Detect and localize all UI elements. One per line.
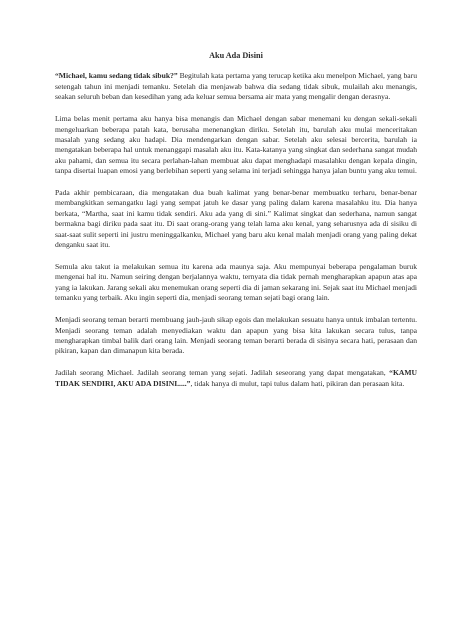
paragraph-6-text-before: Jadilah seorang Michael. Jadilah seorang teman yang sejati. Jadilah seseorang yang dapat mengatakan, [55, 368, 390, 378]
paragraph-3: Pada akhir pembicaraan, dia mengatakan dua buah kalimat yang benar-benar membuatku terharu, benar-benar membangkitkan semangatku lagi yang sempat jatuh ke dasar yang paling dalam karena masalahku itu. Dia hanya berkata, “Martha, saat ini kamu tidak sendiri. Aku ada yang di sini.” Kalimat singkat dan sederhana, namun sangat bermakna bagi diriku pada saat itu. Di saat orang-orang yang telah lama aku kenal, yang seharusnya ada di sisiku di saat-saat sulit seperti ini justru meninggalkanku, Michael yang baru aku kenal malah menjadi orang yang paling dekat denganku saat itu. [55, 188, 417, 250]
paragraph-6-text-after: , tidak hanya di mulut, tapi tulus dalam hati, pikiran dan perasaan kita. [190, 378, 405, 388]
closing-quote: “KAMU TIDAK SENDIRI, AKU ADA DISINI.....” [55, 368, 417, 388]
document-title: Aku Ada Disini [209, 51, 263, 60]
paragraph-5: Menjadi seorang teman berarti membuang jauh-jauh sikap egois dan melakukan sesuatu hanya untuk imbalan tertentu. Menjadi seorang teman adalah menyediakan waktu dan apapun yang bisa kita lakukan secara tulus, tanpa mengharapkan timbal balik dari orang lain. Menjadi seorang teman berarti berada di sisinya secara hati, perasaan dan pikiran, kapan dan dimanapun kita berada. [55, 315, 417, 356]
paragraph-1 [55, 71, 417, 102]
paragraph-4: Semula aku takut ia melakukan semua itu karena ada maunya saja. Aku mempunyai beberapa pengalaman buruk mengenai hal itu. Namun seiring dengan berjalannya waktu, ternyata dia tidak pernah mengharapkan apapun atas apa yang ia lakukan. Jarang sekali aku menemukan orang seperti dia di jaman sekarang ini. Sejak saat itu Michael menjadi temanku yang terbaik. Aku ingin seperti dia, menjadi seorang teman sejati bagi orang lain. [55, 262, 417, 303]
opening-quote: “Michael, kamu sedang tidak sibuk?” [55, 71, 178, 81]
paragraph-2: Lima belas menit pertama aku hanya bisa menangis dan Michael dengan sabar menemani ku dengan sekali-sekali mengeluarkan beberapa patah kata, berusaha menenangkan diriku. Setelah itu, barulah aku mulai menceritakan masalah yang sedang aku hadapi. Dia mendengarkan dengan sabar. Setelah aku selesai bercerita, barulah ia mengatakan beberapa hal untuk menanggapi masalah aku itu. Kata-katanya yang singkat dan sederhana sangat mudah aku pahami, dan semua itu secara perlahan-lahan membuat aku dapat menghadapi masalahku dengan kepala dingin, tanpa disertai luapan emosi yang berlebihan seperti yang selama ini terjadi sehingga hanya jalan buntu yang aku temui. [55, 114, 417, 176]
document-body [55, 51, 417, 389]
paragraph-6 [55, 368, 417, 389]
paragraph-1-text: Begitulah kata pertama yang terucap ketika aku menelpon Michael, yang baru setengah tahun ini menjadi temanku. Setelah dia menjawab bahwa dia sedang tidak sibuk, mulailah aku menangis, seakan seluruh beban dan kesedihan yang ada keluar semua bersama air mata yang mengalir dengan derasnya. [55, 71, 417, 102]
